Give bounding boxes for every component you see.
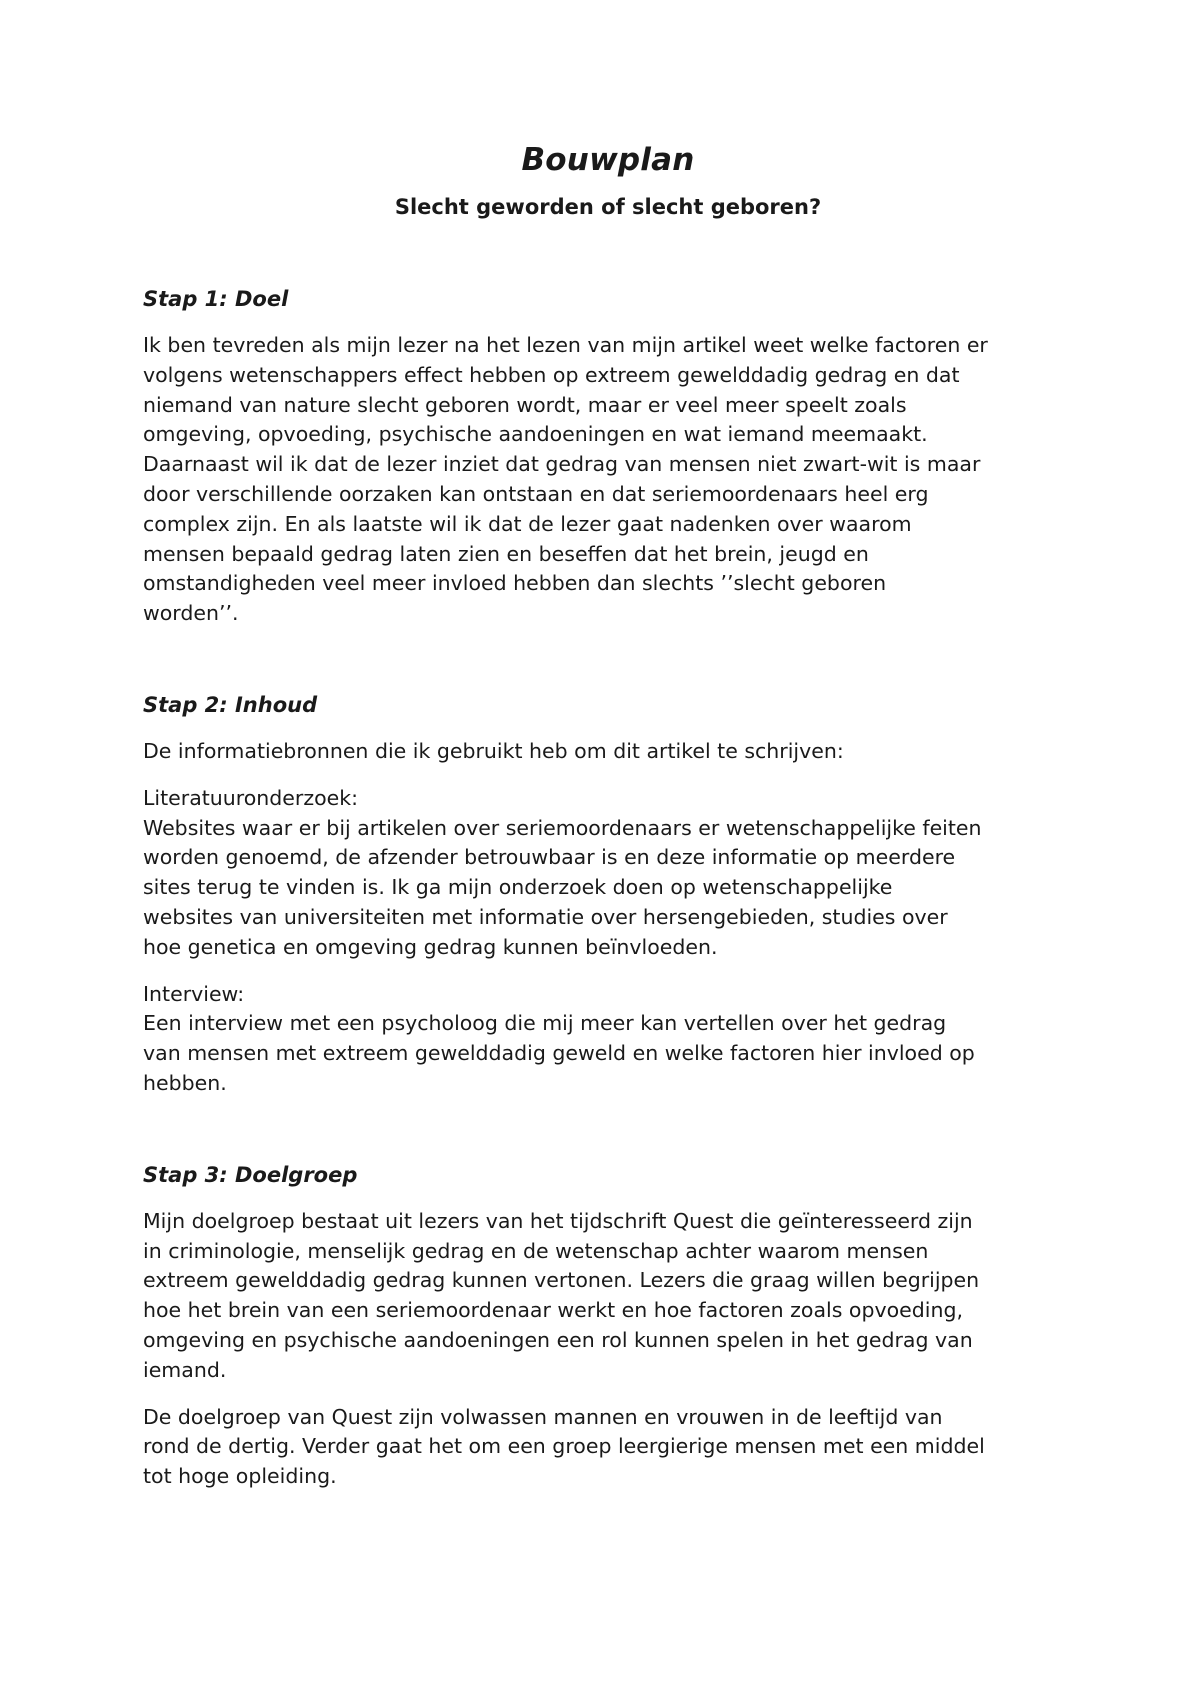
section-doelgroep	[143, 1160, 1073, 1492]
document-subtitle: Slecht geworden of slecht geboren?	[394, 195, 822, 219]
document-page	[143, 138, 1073, 1492]
interview-paragraph: Interview: Een interview met een psycholoog die mij meer kan vertellen over het gedrag van mensen met extreem gewelddadig geweld en welke factoren hier invloed op hebben.	[143, 981, 975, 1095]
section-heading-inhoud: Stap 2: Inhoud	[143, 692, 318, 717]
doelgroep-quest-paragraph: De doelgroep van Quest zijn volwassen mannen en vrouwen in de leeftijd van rond de dertig. Verder gaat het om een groep leergierige mensen met een middel tot hoge opleiding.	[143, 1404, 985, 1489]
doel-paragraph: Ik ben tevreden als mijn lezer na het lezen van mijn artikel weet welke factoren er volgens wetenschappers effect hebben op extreem gewelddadig gedrag en dat niemand van nature slecht geboren wordt, maar er veel meer speelt zoals omgeving, opvoeding, psychische aandoeningen en wat iemand meemaakt. Daarnaast wil ik dat de lezer inziet dat gedrag van mensen niet zwart-wit is maar door verschillende oorzaken kan ontstaan en dat seriemoordenaars heel erg complex zijn. En als laatste wil ik dat de lezer gaat nadenken over waarom mensen bepaald gedrag laten zien en beseffen dat het brein, jeugd en omstandigheden veel meer invloed hebben dan slechts ’’slecht geboren worden’’.	[143, 333, 988, 626]
section-inhoud	[143, 690, 1073, 1099]
section-doel	[143, 284, 1073, 629]
literatuuronderzoek-paragraph: Literatuuronderzoek: Websites waar er bij artikelen over seriemoordenaars er wetenschappelijke feiten worden genoemd, de afzender betrouwbaar is en deze informatie op meerdere sites terug te vinden is. Ik ga mijn onderzoek doen op wetenschappelijke websites van universiteiten met informatie over hersengebieden, studies over hoe genetica en omgeving gedrag kunnen beïnvloeden.	[143, 785, 982, 959]
section-heading-doel: Stap 1: Doel	[143, 287, 289, 311]
document-title: Bouwplan	[521, 142, 695, 178]
doelgroep-paragraph: Mijn doelgroep bestaat uit lezers van het tijdschrift Quest die geïnteresseerd zijn in criminologie, menselijk gedrag en de wetenschap achter waarom mensen extreem gewelddadig gedrag kunnen vertonen. Lezers die graag willen begrijpen hoe het brein van een seriemoordenaar werkt en hoe factoren zoals opvoeding, omgeving en psychische aandoeningen een rol kunnen spelen in het gedrag van iemand.	[143, 1208, 980, 1382]
inhoud-intro-paragraph: De informatiebronnen die ik gebruikt heb om dit artikel te schrijven:	[143, 738, 844, 763]
section-heading-doelgroep: Stap 3: Doelgroep	[143, 1162, 358, 1187]
